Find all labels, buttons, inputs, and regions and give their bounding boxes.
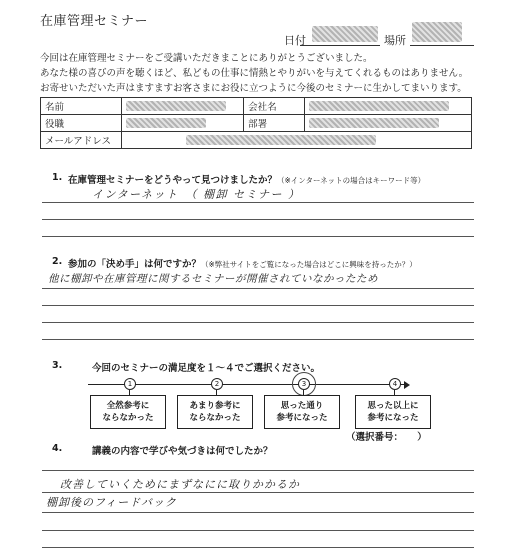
q2-answer-line-4 — [42, 339, 474, 340]
place-redacted — [412, 22, 462, 42]
email-redacted — [186, 135, 376, 145]
q4-answer-1: 改善していくためにまずなにに取りかかるか — [60, 478, 300, 491]
q4-number: 4. — [52, 443, 63, 454]
rating-option-2[interactable]: あまり参考に ならなかった — [177, 395, 253, 429]
q4-answer-line-5 — [42, 547, 474, 548]
q2-answer-line-3 — [42, 322, 474, 323]
date-redacted — [312, 26, 378, 42]
intro-line-3: お寄せいただいた声はますますお客さまにお役に立つように今後のセミナーに生かしてまいります。 — [40, 83, 467, 94]
q4-text: 講義の内容で学びや気づきは何でしたか？ — [92, 446, 273, 457]
q1-answer: インターネット （ 棚卸 セミナー ） — [92, 188, 301, 201]
rating-option-1[interactable]: 全然参考に ならなかった — [90, 395, 166, 429]
q2-number: 2. — [52, 256, 63, 267]
q2-note: （※弊社サイトをご覧になった場合はどこに興味を持ったか？） — [201, 260, 417, 269]
q1-answer-line-2 — [42, 219, 474, 220]
q4-answer-2: 棚卸後のフィードバック — [46, 496, 177, 509]
rating-scale-arrow-icon — [404, 381, 410, 389]
intro-line-2: あなた様の喜びの声を聴くほど、私どもの仕事に情熱とやりがいを与えてくれるものはありません。 — [40, 68, 469, 79]
selected-circle-mark — [292, 372, 316, 396]
q1-number: 1. — [52, 172, 63, 183]
name-label: 名前 — [41, 98, 122, 115]
q1-answer-line-3 — [42, 236, 474, 237]
q4-answer-line-2 — [42, 492, 474, 493]
company-redacted — [309, 101, 449, 111]
selection-number-label: （選択番号： ） — [346, 432, 427, 443]
name-field[interactable] — [122, 98, 244, 115]
q3-number: 3. — [52, 360, 63, 371]
date-label: 日付 — [284, 34, 306, 47]
q1-answer-line-1 — [42, 202, 474, 203]
place-underline — [410, 45, 474, 46]
respondent-info-table — [40, 97, 472, 149]
q3-text: 今回のセミナーの満足度を１～４でご選択ください。 — [92, 363, 321, 374]
q1-text: 在庫管理セミナーをどうやって見つけましたか？ — [68, 175, 278, 186]
intro-line-1: 今回は在庫管理セミナーをご受講いただきまことにありがとうございました。 — [40, 53, 373, 64]
q4-answer-line-4 — [42, 530, 474, 531]
form-title: 在庫管理セミナー — [40, 14, 149, 29]
department-field[interactable] — [305, 115, 472, 132]
email-label: メールアドレス — [41, 132, 122, 149]
rating-dot-4[interactable]: 4 — [389, 378, 401, 390]
rating-dot-1[interactable]: 1 — [124, 378, 136, 390]
department-label: 部署 — [244, 115, 305, 132]
email-field[interactable] — [122, 132, 472, 149]
q4-answer-line-3 — [42, 512, 474, 513]
company-label: 会社名 — [244, 98, 305, 115]
date-underline — [300, 45, 380, 46]
position-redacted — [126, 118, 206, 128]
q2-text: 参加の「決め手」は何ですか？ — [68, 259, 202, 270]
name-redacted — [126, 101, 226, 111]
rating-option-4[interactable]: 思った以上に 参考になった — [355, 395, 431, 429]
q2-answer: 他に棚卸や在庫管理に関するセミナーが開催されていなかったため — [48, 273, 378, 285]
q2-answer-line-1 — [42, 288, 474, 289]
q4-answer-line-1 — [42, 470, 474, 471]
position-label: 役職 — [41, 115, 122, 132]
q1-note: （※インターネットの場合はキーワード等） — [277, 176, 426, 185]
rating-dot-3[interactable]: 3 — [298, 378, 310, 390]
q2-question — [68, 256, 417, 270]
department-redacted — [309, 118, 439, 128]
rating-option-3[interactable]: 思った通り 参考になった — [264, 395, 340, 429]
q1-question — [68, 172, 425, 186]
q2-answer-line-2 — [42, 305, 474, 306]
place-label: 場所 — [384, 34, 406, 47]
rating-dot-2[interactable]: 2 — [211, 378, 223, 390]
position-field[interactable] — [122, 115, 244, 132]
company-field[interactable] — [305, 98, 472, 115]
